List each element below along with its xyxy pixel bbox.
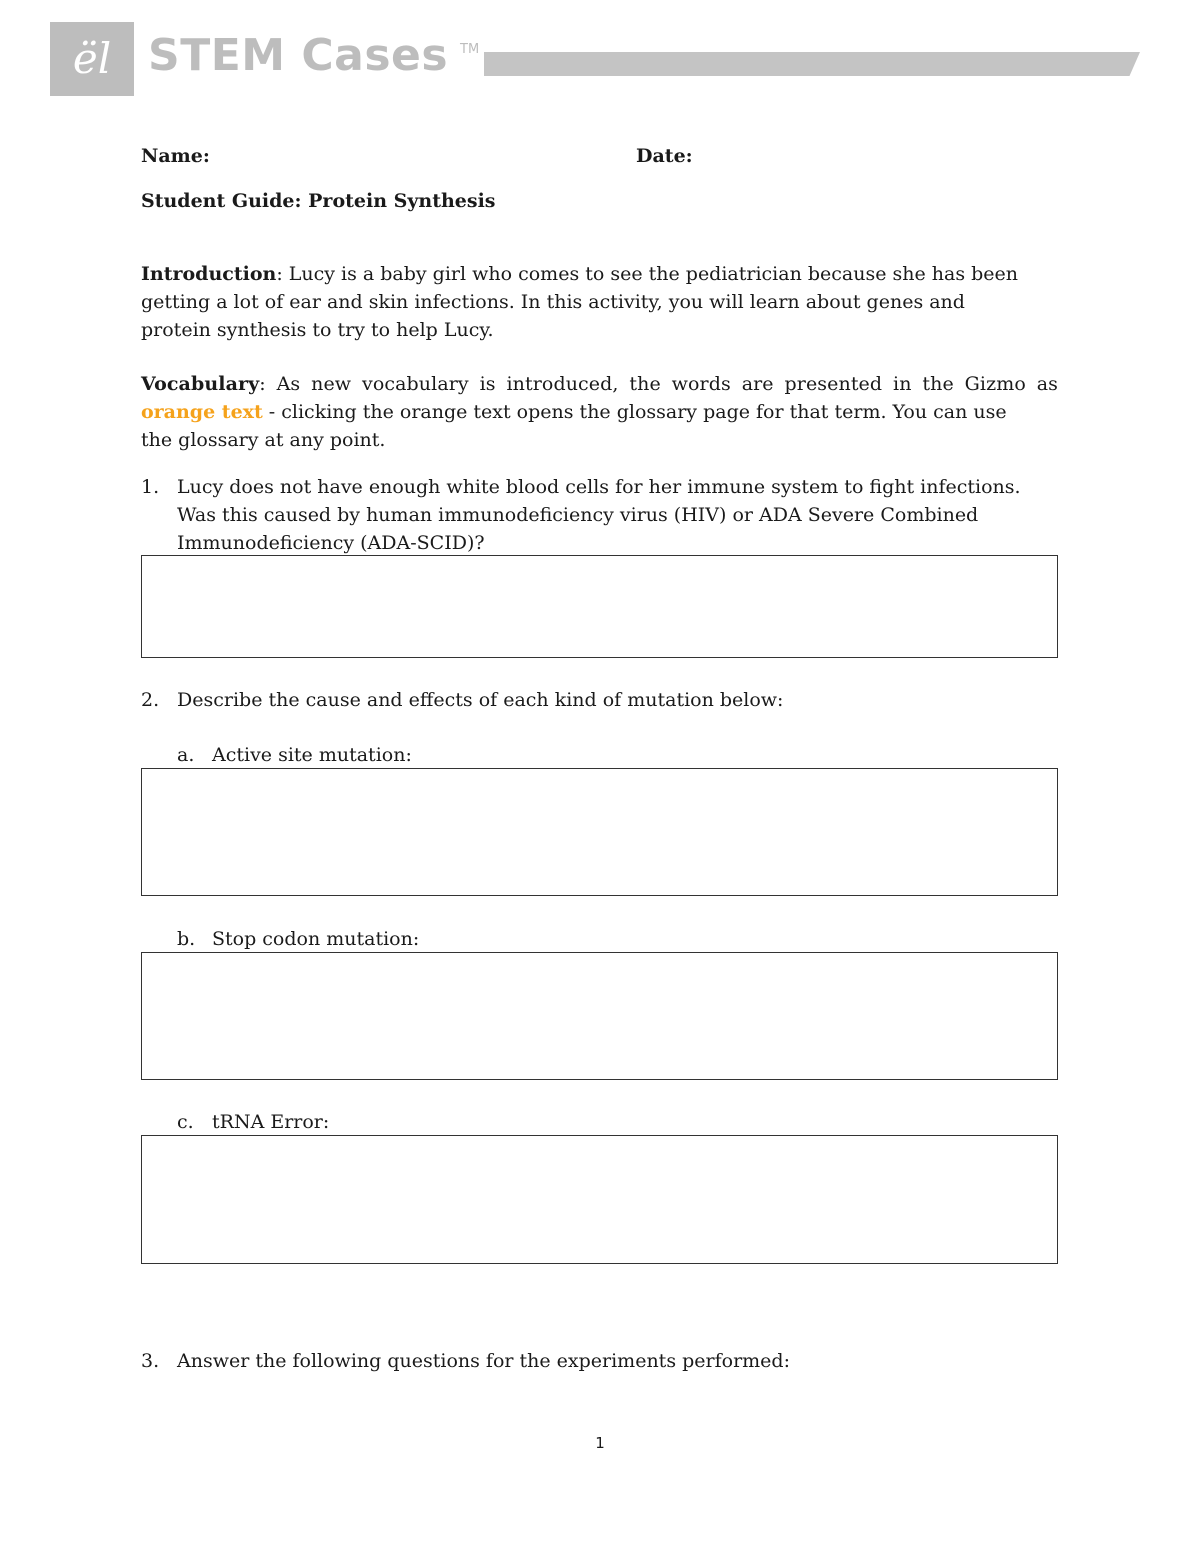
introduction-paragraph <box>141 260 1071 344</box>
question-3-text: Answer the following questions for the experiments performed: <box>177 1350 790 1372</box>
question-1-line2: Was this caused by human immunodeficiency virus (HIV) or ADA Severe Combined <box>177 504 979 526</box>
question-2c-letter: c. <box>177 1111 194 1133</box>
question-2c-text: tRNA Error: <box>212 1111 330 1133</box>
page-number: 1 <box>595 1434 605 1452</box>
question-1-line1: Lucy does not have enough white blood cells for her immune system to fight infections. <box>177 476 1021 498</box>
introduction-text-line1: : Lucy is a baby girl who comes to see the pediatrician because she has been <box>276 263 1019 285</box>
vocabulary-paragraph <box>141 370 1058 454</box>
vocabulary-label: Vocabulary <box>141 373 260 395</box>
question-2c-answer-box[interactable] <box>141 1135 1058 1264</box>
question-2-text: Describe the cause and effects of each kind of mutation below: <box>177 689 784 711</box>
question-2b-answer-box[interactable] <box>141 952 1058 1080</box>
question-2b-letter: b. <box>177 928 196 950</box>
orange-text-highlight: orange text <box>141 401 263 423</box>
question-2a-text: Active site mutation: <box>212 744 412 766</box>
header-banner <box>50 22 1140 98</box>
question-1-text <box>177 473 1067 557</box>
introduction-text-line2: getting a lot of ear and skin infections. In this activity, you will learn about genes and <box>141 291 965 313</box>
question-1-answer-box[interactable] <box>141 555 1058 658</box>
header-decorative-bar <box>484 52 1140 76</box>
date-label: Date: <box>636 145 693 167</box>
name-label: Name: <box>141 145 210 167</box>
question-1-line3: Immunodeficiency (ADA-SCID)? <box>177 532 485 554</box>
logo-glyph: ël <box>72 34 112 83</box>
question-2a-letter: a. <box>177 744 195 766</box>
introduction-label: Introduction <box>141 263 277 285</box>
trademark-mark: TM <box>460 42 480 57</box>
logo <box>50 22 134 96</box>
brand-title: STEM Cases <box>148 30 449 81</box>
introduction-text-line3: protein synthesis to try to help Lucy. <box>141 319 494 341</box>
page-title: Student Guide: Protein Synthesis <box>141 190 496 212</box>
question-3-number: 3. <box>141 1350 160 1372</box>
question-2a-answer-box[interactable] <box>141 768 1058 896</box>
question-1-number: 1. <box>141 476 160 498</box>
vocabulary-text-line2: - clicking the orange text opens the glossary page for that term. You can use <box>262 401 1007 423</box>
question-2-number: 2. <box>141 689 160 711</box>
question-2b-text: Stop codon mutation: <box>212 928 420 950</box>
vocabulary-text-line3: the glossary at any point. <box>141 429 386 451</box>
vocabulary-text-line1: : As new vocabulary is introduced, the words are presented in the Gizmo as <box>259 373 1058 395</box>
